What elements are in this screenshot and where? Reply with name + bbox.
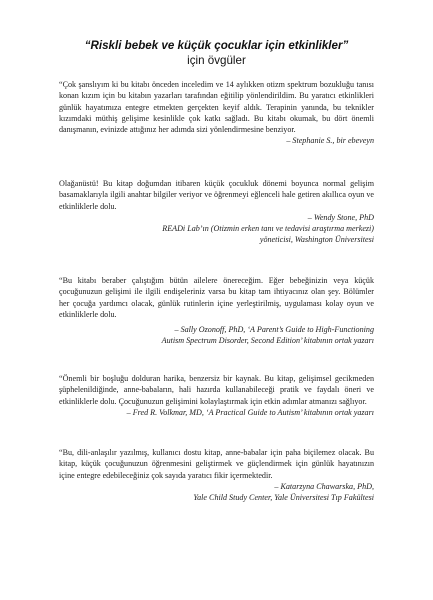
quote-attribution: Yale Child Study Center, Yale Üniversitesi Tıp Fakültesi — [193, 493, 374, 503]
quote-attribution: – Katarzyna Chawarska, PhD, — [274, 481, 374, 491]
title-line-2: için övgüler — [187, 54, 246, 67]
quote-attribution: Autism Spectrum Disorder, Second Edition’ kitabının ortak yazarı — [161, 336, 374, 346]
quote-attribution: yöneticisi, Washington Üniversitesi — [259, 235, 374, 245]
quote-text: “Bu, dili-anlaşılır yazılmış, kullanıcı dostu kitap, anne-babalar için paha biçilemez olacak. Bu kitap, küçük çocuğunuzun öğrenmesini geliştirmek ve güçlendirmek için günlük hayatınızın içine entegre edebileceğiniz çok sayıda yaratıcı fikir içermektedir. — [59, 448, 374, 480]
page-title — [0, 38, 433, 68]
quote-attribution: – Stephanie S., bir ebeveyn — [286, 136, 374, 146]
quote-attribution: READi Lab’ın (Otizmin erken tanı ve tedavisi araştırma merkezi) — [162, 224, 374, 234]
quote-katarzyna-chawarska — [59, 447, 374, 503]
quote-text: “Çok şanslıyım ki bu kitabı önceden inceledim ve 14 aylıkken otizm spektrum bozukluğu tanısı konan kızım için bu kitabın yazarları tarafından eğitilip yönlendirildim. Bu yaratıcı etkinlikleri günlük hayatımıza entegre etmekten gerçekten keyif aldık. Terapinin yanında, bu teknikler kızımdaki müthiş gelişime kesinlikle çok katkı sağladı. Bu kitabı okumak, bu dört önemli danışmanın, evinizde attığınız her adımda sizi yönlendirmesine benziyor. — [59, 80, 374, 135]
quote-text: “Bu kitabı beraber çalıştığım bütün ailelere önereceğim. Eğer bebeğinizin veya küçük çocuğunuzun gelişimi ile ilgili endişeleriniz varsa bu kitap tam ihtiyacınız olan şey. Bölümler her çocuğa yardımcı olacak, günlük rutinlerin içine yerleştirilmiş, uygulaması kolay oyun ve etkinliklerle dolu. — [59, 276, 374, 319]
quote-attribution: – Sally Ozonoff, PhD, ‘A Parent’s Guide to High-Functioning — [174, 325, 374, 335]
title-line-1: “Riskli bebek ve küçük çocuklar için etkinlikler” — [84, 39, 349, 52]
quote-stephanie — [59, 79, 374, 147]
quote-text: “Önemli bir boşluğu dolduran harika, benzersiz bir kaynak. Bu kitap, gelişimsel gecikmeden şüphelenildiğinde, anne-babaların, hali hazırda kullanabileceği pratik ve faydalı öneri ve etkinliklerle dolu. Çocuğunuzun gelişimini kolaylaştırmak için etkin adımlar atmanızı sağlıyor. — [59, 374, 374, 406]
quote-fred-volkmar — [59, 373, 374, 418]
quote-attribution: – Fred R. Volkmar, MD, ‘A Practical Guide to Autism’ kitabının ortak yazarı — [126, 407, 374, 417]
quote-sally-ozonoff — [59, 275, 374, 347]
quote-wendy-stone — [59, 178, 374, 246]
quote-text: Olağanüstü! Bu kitap doğumdan itibaren küçük çocukluk dönemi boyunca normal gelişim basamaklarıyla ilgili anahtar bilgiler veriyor ve öğrenmeyi eğlenceli hale getiren akıllıca oyun ve etkinliklerle dolu. — [59, 179, 374, 211]
quote-attribution: – Wendy Stone, PhD — [307, 212, 374, 222]
